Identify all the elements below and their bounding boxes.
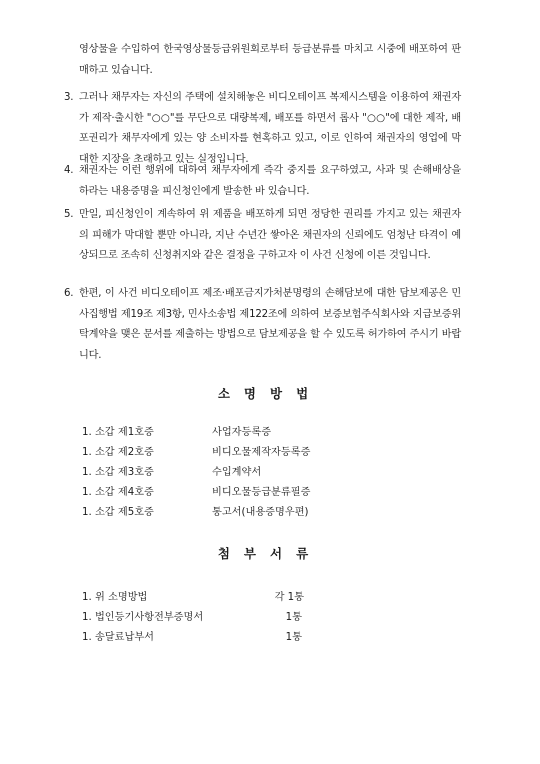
paragraph-text: 채권자는 이런 행위에 대하여 채무자에게 즉각 중지를 요구하였고, 사과 및 손해배상을 하라는 내용증명을 피신청인에게 발송한 바 있습니다.	[79, 165, 461, 197]
attachment-count: 1통	[285, 632, 302, 643]
evidence-value: 비디오물등급분류필증	[212, 487, 311, 498]
paragraph-2-cont	[79, 40, 461, 81]
paragraph-text: 한편, 이 사건 비디오테이프 제조·배포금지가처분명령의 손해담보에 대한 담보제공은 민사집행법 제19조 제3항, 민사소송법 제122조에 의하여 보증보험주식회사와 지급보증위탁계약을 맺은 문서를 제출하는 방법으로 담보제공을 할 수 있도록 허가하여 주시기 바랍니다.	[79, 288, 461, 361]
evidence-label: 1. 소갑 제5호증	[82, 507, 154, 518]
evidence-label: 1. 소갑 제4호증	[82, 487, 154, 498]
paragraph-3	[64, 88, 461, 170]
evidence-value: 수입계약서	[212, 467, 262, 478]
attachment-count: 각 1통	[274, 592, 304, 603]
paragraph-number: 6.	[64, 288, 74, 299]
paragraph-text: 그러나 채무자는 자신의 주택에 설치해놓은 비디오테이프 복제시스템을 이용하여 채권자가 제작·출시한 "○○"를 무단으로 대량복제, 배포를 하면서 롭사 "○○"에 대한 제작, 배포권리가 채무자에게 있는 양 소비자를 현혹하고 있고, 이로 인하여 채권자의 영업에 막대한 지장을 초래하고 있는 실정입니다.	[79, 92, 461, 165]
evidence-value: 사업자등록증	[212, 427, 272, 438]
paragraph-number: 5.	[64, 209, 74, 220]
evidence-value: 비디오물제작자등록증	[212, 447, 311, 458]
paragraph-text: 만일, 피신청인이 계속하여 위 제품을 배포하게 되면 정당한 권리를 가지고 있는 채권자의 피해가 막대할 뿐만 아니라, 지난 수년간 쌓아온 채권자의 신뢰에도 엄청난 타격이 예상되므로 조속히 신청취지와 같은 결정을 구하고자 이 사건 신청에 이른 것입니다.	[79, 209, 461, 262]
paragraph-5	[64, 205, 461, 267]
attachments-heading: 첨부서류	[217, 546, 323, 561]
attachment-label: 1. 위 소명방법	[82, 592, 148, 603]
paragraph-number: 3.	[64, 92, 74, 103]
evidence-label: 1. 소갑 제1호증	[82, 427, 154, 438]
attachment-label: 1. 송달료납부서	[82, 632, 155, 643]
evidence-value: 통고서(내용증명우편)	[212, 507, 309, 518]
paragraph-text: 영상물을 수입하여 한국영상물등급위원회로부터 등급분류를 마치고 시중에 배포하여 판매하고 있습니다.	[79, 44, 461, 76]
evidence-label: 1. 소갑 제3호증	[82, 467, 154, 478]
paragraph-6	[64, 284, 461, 366]
attachment-label: 1. 법인등기사항전부증명서	[82, 612, 204, 623]
attachment-count: 1통	[285, 612, 302, 623]
paragraph-number: 4.	[64, 165, 74, 176]
evidence-label: 1. 소갑 제2호증	[82, 447, 154, 458]
evidence-heading: 소명방법	[217, 386, 323, 401]
paragraph-4	[64, 161, 461, 202]
